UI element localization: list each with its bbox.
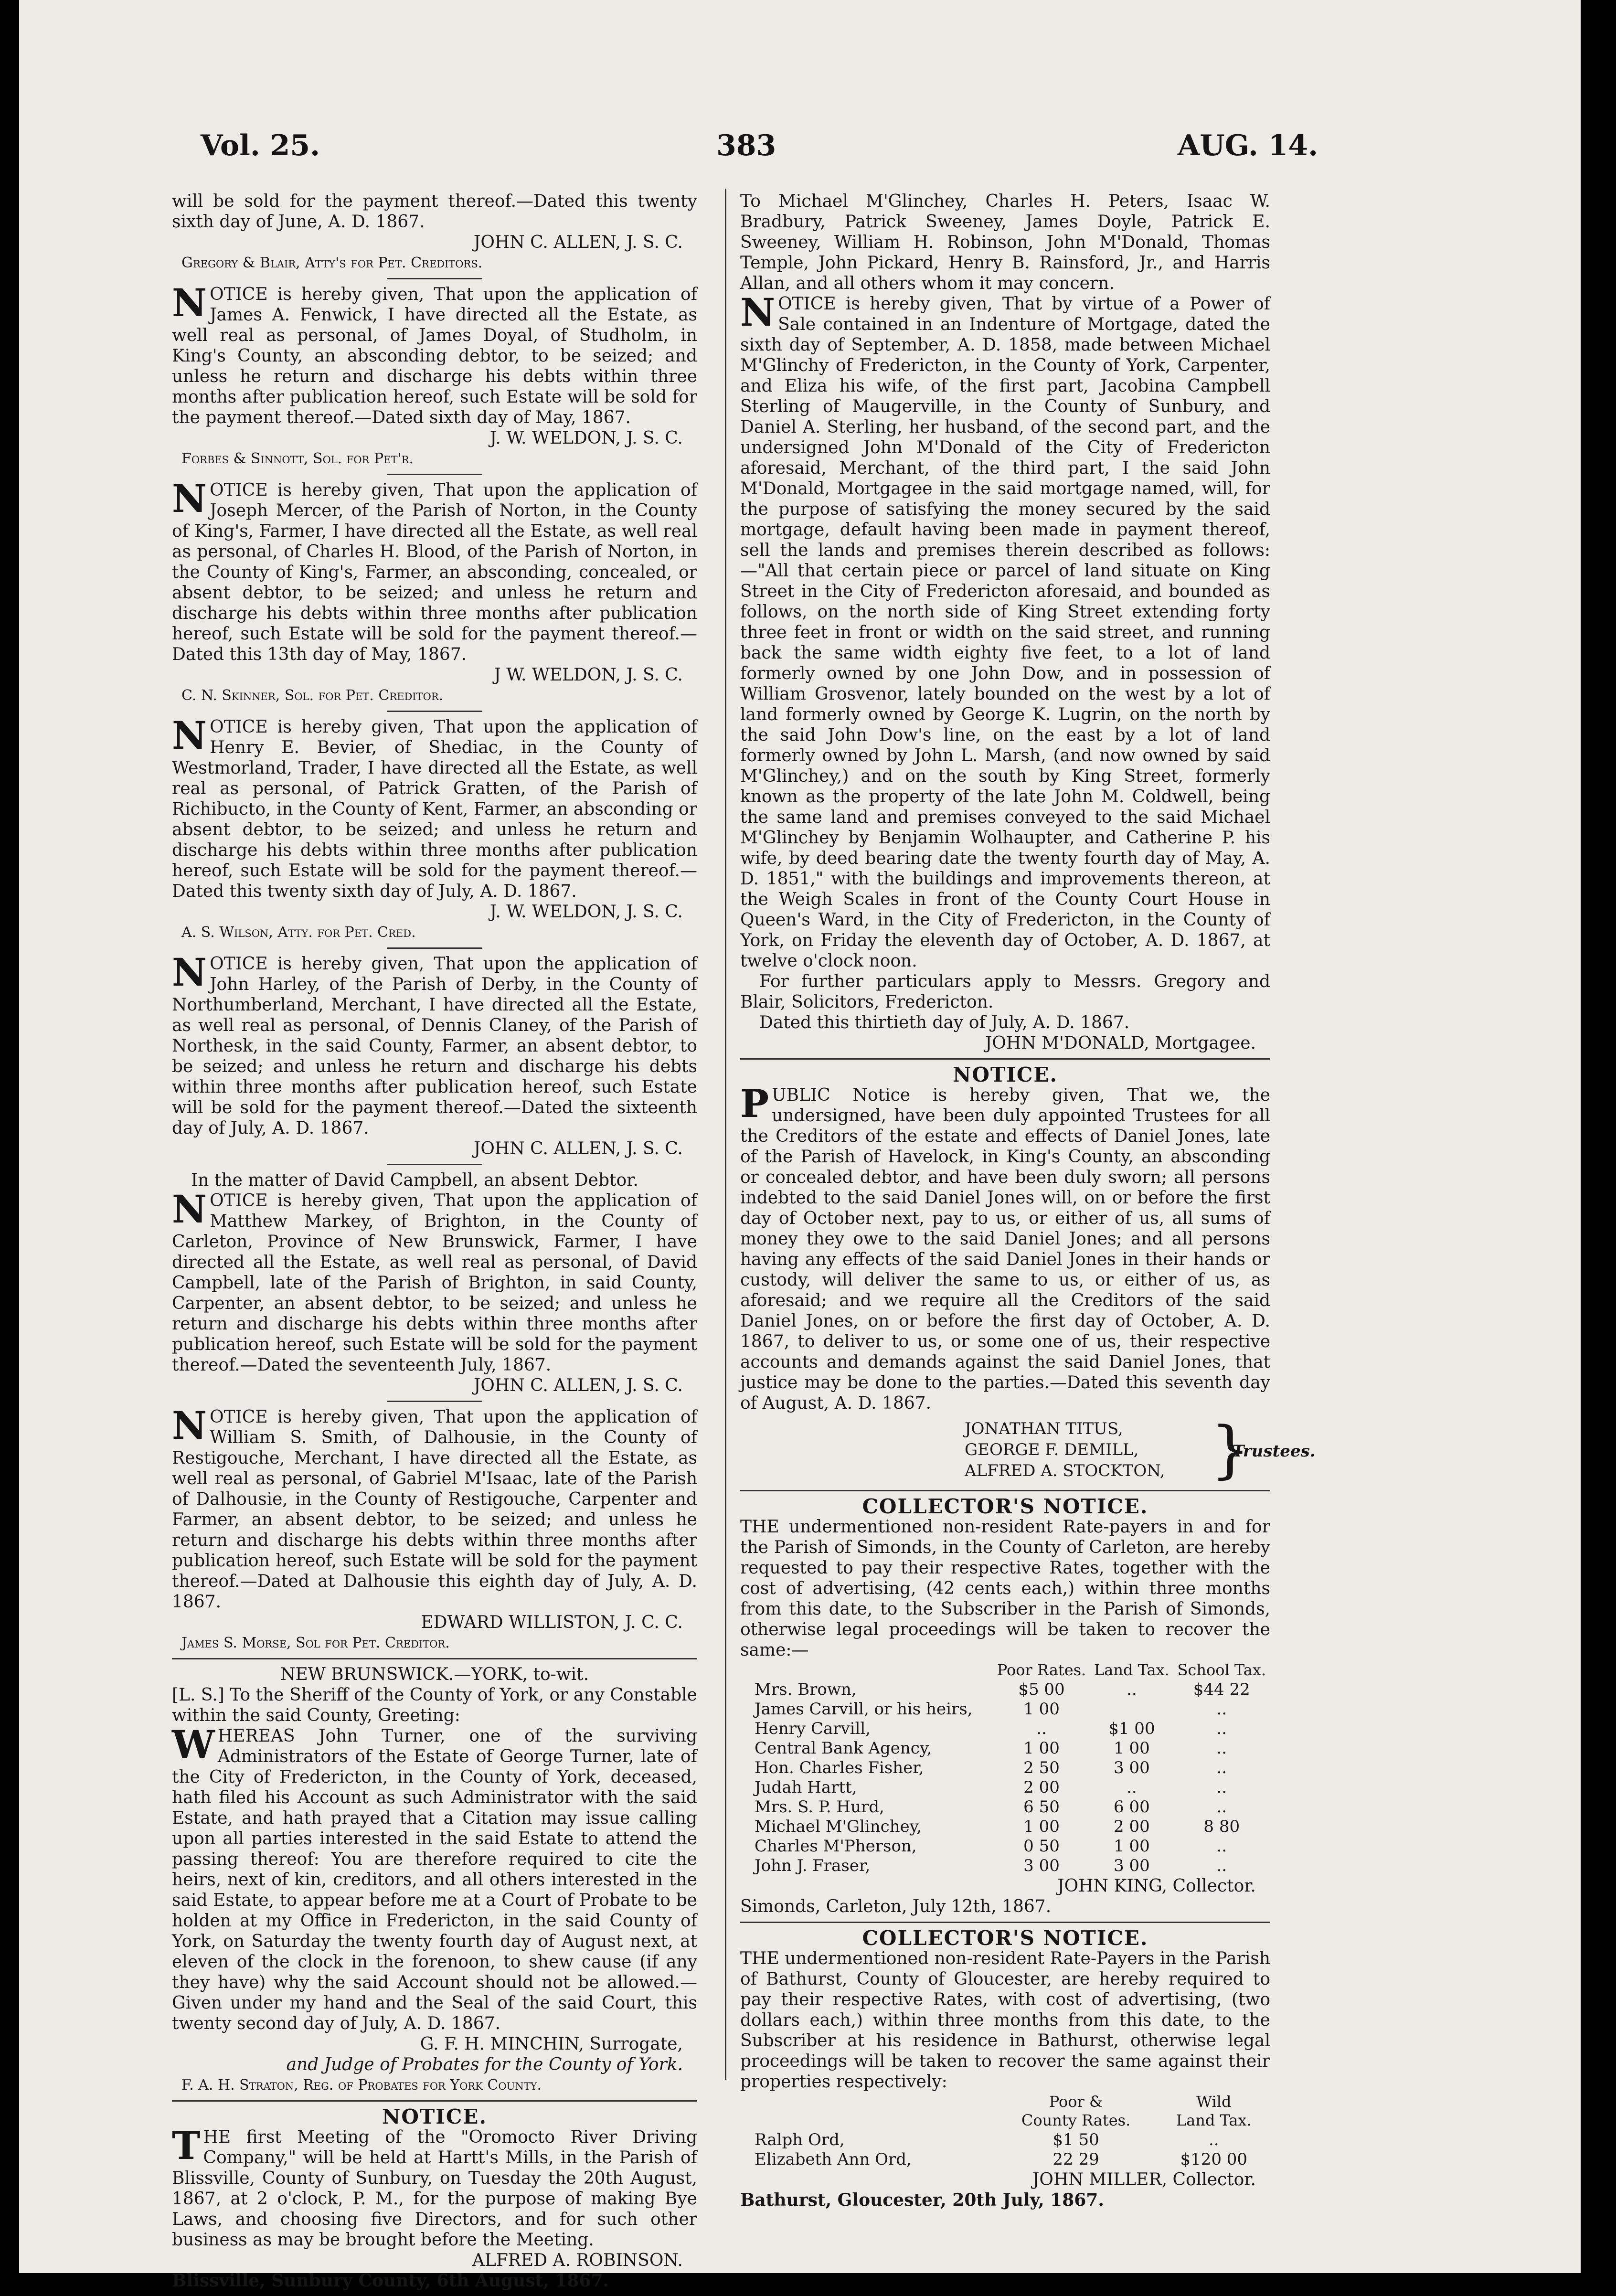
page-header	[201, 119, 1318, 172]
separator-rule	[387, 711, 482, 712]
ratepayer-name: Charles M'Pherson,	[755, 1837, 917, 1856]
separator-rule	[387, 1164, 482, 1165]
collector-notice-bathurst	[740, 1928, 1270, 2211]
trustees-notice	[740, 1063, 1316, 1486]
notice-heading: COLLECTOR'S NOTICE.	[862, 1495, 1148, 1518]
rate-value: 1 00	[1023, 1739, 1060, 1758]
separator-rule	[740, 1058, 1270, 1060]
column-header: Land Tax.	[1094, 1661, 1169, 1679]
column-divider	[725, 189, 726, 2080]
left-column	[172, 191, 697, 2296]
notice-date: Dated this thirtieth day of July, A. D. 1867.	[759, 1013, 1130, 1032]
probate-citation	[172, 1664, 697, 2095]
notice-text: OTICE is hereby given, That upon the application of William S. Smith, of Dalhousie, in the County of Restigouche, Merchant, I have directed all the Estate, as well real as personal, of Gabriel M'Isaac, late of the Parish of Dalhousie, in the County of Restigouche, Carpenter and Farmer, an absent debtor, to be seized; and unless he return and discharge his debts within three months after publication hereof, such Estate will be sold for the payment thereof.—Dated at Dalhousie this eighth day of July, A. D. 1867.	[172, 1407, 697, 1612]
matter-line: In the matter of David Campbell, an absent Debtor.	[191, 1170, 638, 1190]
ratepayer-name: Elizabeth Ann Ord,	[755, 2150, 912, 2169]
rate-value: ..	[1216, 1837, 1227, 1856]
rate-value: ..	[1208, 2130, 1219, 2149]
drop-cap: N	[172, 1403, 207, 1448]
rate-value: 1 00	[1114, 1837, 1150, 1856]
notice-text: HEREAS John Turner, one of the surviving Administrators of the Estate of George Turner, late of the City of Fredericton, in the County of York, deceased, hath filed his Account as such Administrator with the said Estate, and hath prayed that a Citation may issue calling upon all parties interested in the said Estate to attend the passing thereof: You are therefore required to cite the heirs, next of kin, creditors, and all others interested in the said Estate, to appear before me at a Court of Probate to be holden at my Office in Fredericton, in the said County of York, on Saturday the twenty fourth day of August next, at eleven of the clock in the forenoon, to shew cause (if any they have) why the said Account should not be allowed.—Given under my hand and the Seal of the said Court, this twenty second day of July, A. D. 1867.	[172, 1726, 697, 2033]
ratepayer-name: Central Bank Agency,	[755, 1739, 932, 1758]
notice-text: THE undermentioned non-resident Rate-payers in and for the Parish of Simonds, in the County of Carleton, are hereby requested to pay their respective Rates, together with the cost of advertising, (42 cents each,) within three months from this date, to the Subscriber in the Parish of Simonds, otherwise legal proceedings will be taken to recover the same:—	[740, 1517, 1270, 1660]
table-row	[740, 1778, 1270, 1797]
table-row	[740, 1817, 1270, 1837]
notice-text: OTICE is hereby given, That upon the application of Matthew Markey, of Brighton, in the County of Carleton, Province of New Brunswick, Farmer, I have directed all the Estate, as well real as personal, of David Campbell, late of the Parish of Brighton, in said County, Carpenter, an absent debtor, to be seized; and unless he return and discharge his debts within three months after publication hereof, such Estate will be sold for the payment thereof.—Dated the seventeenth July, 1867.	[172, 1191, 697, 1375]
rate-value: 1 00	[1023, 1700, 1060, 1719]
ratepayer-name: Mrs. S. P. Hurd,	[755, 1797, 884, 1817]
column-header: School Tax.	[1177, 1661, 1266, 1679]
meeting-notice	[172, 2106, 697, 2291]
ratepayer-name: Michael M'Glinchey,	[755, 1817, 922, 1836]
rate-value: 2 50	[1023, 1758, 1060, 1777]
notice-signature: J. W. WELDON, J. S. C.	[489, 428, 683, 448]
separator-rule	[740, 1490, 1270, 1491]
drop-cap: N	[172, 713, 207, 758]
rate-value: 1 00	[1023, 1817, 1060, 1836]
rate-value: ..	[1127, 1680, 1137, 1699]
separator-rule	[172, 2100, 697, 2102]
ratepayer-name: Henry Carvill,	[755, 1719, 871, 1738]
issue-date: AUG. 14.	[1177, 129, 1318, 162]
rates-table	[740, 1660, 1270, 1876]
ratepayer-name: James Carvill, or his heirs,	[755, 1700, 973, 1719]
rate-value: 22 29	[1053, 2150, 1099, 2169]
notice-text: OTICE is hereby given, That by virtue of a Power of Sale contained in an Indenture of Mortgage, dated the sixth day of September, A. D. 1858, made between Michael M'Glinchy of Fredericton, in the County of York, Carpenter, and Eliza his wife, of the first part, Jacobina Campbell Sterling of Maugerville, in the County of Sunbury, and Daniel A. Sterling, her husband, of the second part, and the undersigned John M'Donald of the City of Fredericton aforesaid, Merchant, of the third part, I the said John M'Donald, Mortgagee in the said mortgage named, will, for the purpose of satisfying the money secured by the said mortgage, default having been made in payment thereof, sell the lands and premises therein described as follows:—"All that certain piece or parcel of land situate on King Street in the City of Fredericton aforesaid, and bounded as follows, on the north side of King Street extending forty three feet in front or width on the said street, and running back the same width eighty five feet, to a lot of land formerly owned by one John Dow, and in possession of William Grosvenor, lately bounded on the west by a lot of land formerly owned by George K. Lugrin, on the north by the said John Dow's line, on the east by a lot of land formerly owned by John L. Marsh, (and now owned by said M'Glinchey,) and on the south by King Street, formerly known as the property of the late John M. Coldwell, being the same land and premises conveyed to the said Michael M'Glinchey by Benjamin Wolhaupter, and Catherine P. his wife, by deed bearing date the twenty fourth day of May, A. D. 1851," with the buildings and improvements thereon, at the Weigh Scales in front of the County Court House in Queen's Ward, in the City of Fredericton, in the County of York, on Friday the eleventh day of October, A. D. 1867, at twelve o'clock noon.	[740, 294, 1270, 971]
notice-signature: JOHN M'DONALD, Mortgagee.	[985, 1033, 1256, 1053]
ratepayer-name: John J. Fraser,	[755, 1856, 871, 1875]
notice-attorney: Gregory & Blair, Atty's for Pet. Creditors.	[181, 255, 483, 271]
table-row	[740, 1797, 1270, 1817]
notice-heading: COLLECTOR'S NOTICE.	[862, 1926, 1148, 1950]
signature-title: and Judge of Probates for the County of York.	[286, 2055, 683, 2074]
notice-attorney: A. S. Wilson, Atty. for Pet. Cred.	[181, 924, 416, 941]
rate-value: ..	[1216, 1856, 1227, 1875]
ratepayer-name: Mrs. Brown,	[755, 1680, 857, 1699]
notice-place-date: Simonds, Carleton, July 12th, 1867.	[740, 1897, 1052, 1916]
table-row	[740, 1856, 1270, 1876]
rate-value: 3 00	[1114, 1758, 1150, 1777]
drop-cap: T	[172, 2123, 201, 2168]
rate-value: ..	[1216, 1739, 1227, 1758]
table-row	[740, 1719, 1270, 1739]
rate-value: $5 00	[1018, 1680, 1065, 1699]
rate-value: $120 00	[1180, 2150, 1248, 2169]
table-row	[740, 1680, 1270, 1700]
insolvency-notice	[172, 950, 697, 1159]
rates-table	[740, 2092, 1270, 2169]
trustee-name: GEORGE F. DEMILL,	[965, 1440, 1139, 1459]
notice-signature: J W. WELDON, J. S. C.	[494, 665, 683, 685]
rate-value: ..	[1127, 1778, 1137, 1797]
notice-heading: NOTICE.	[382, 2105, 487, 2128]
mortgage-sale-notice	[740, 191, 1270, 1053]
notice-signature: JOHN C. ALLEN, J. S. C.	[473, 233, 683, 252]
rate-value: 6 00	[1114, 1797, 1150, 1817]
notice-signature: EDWARD WILLISTON, J. C. C.	[421, 1613, 683, 1632]
trustee-signatures	[740, 1413, 1316, 1486]
registrar-line: F. A. H. Straton, Reg. of Probates for York County.	[181, 2077, 542, 2094]
rate-value: ..	[1216, 1758, 1227, 1777]
table-row	[740, 1758, 1270, 1778]
notice-text: OTICE is hereby given, That upon the application of John Harley, of the Parish of Derby, in the County of Northumberland, Merchant, I have directed all the Estate, as well real as personal, of Dennis Claney, of the Parish of Northesk, in the said County, Farmer, an absent debtor, to be seized; and unless he return and discharge his debts within three months after publication hereof, such Estate will be sold for the payment thereof.—Dated the sixteenth day of July, A. D. 1867.	[172, 954, 697, 1138]
column-header: Poor & County Rates.	[1021, 2093, 1131, 2129]
citation-address: To the Sheriff of the County of York, or any Constable within the said County, Greeting:	[172, 1685, 697, 1725]
insolvency-notice	[172, 713, 697, 943]
separator-rule	[387, 1401, 482, 1402]
drop-cap: N	[172, 1187, 207, 1232]
drop-cap: N	[172, 280, 207, 325]
notice-text: OTICE is hereby given, That upon the application of James A. Fenwick, I have directed all the Estate, as well real as personal, of James Doyal, of Studholm, in King's County, an absconding debtor, to be seized; and unless he return and discharge his debts within three months after publication hereof, such Estate will be sold for the payment thereof.—Dated sixth day of May, 1867.	[172, 285, 697, 427]
addressees: To Michael M'Glinchey, Charles H. Peters, Isaac W. Bradbury, Patrick Sweeney, James Doyle, Patrick E. Sweeney, William H. Robinson, John M'Donald, Thomas Temple, John Pickard, Henry B. Rainsford, Jr., and Harris Allan, and all others whom it may concern.	[740, 191, 1270, 293]
volume-number: Vol. 25.	[201, 129, 320, 162]
notice-signature: JOHN KING, Collector.	[1057, 1876, 1256, 1896]
rate-value: ..	[1216, 1700, 1227, 1719]
notice-signature: ALFRED A. ROBINSON.	[472, 2251, 683, 2270]
insolvency-notice	[172, 476, 697, 706]
notice-attorney: C. N. Skinner, Sol. for Pet. Creditor.	[181, 687, 444, 704]
drop-cap: N	[172, 950, 207, 995]
notice-text: UBLIC Notice is hereby given, That we, the undersigned, have been duly appointed Trustees for all the Creditors of the estate and effects of Daniel Jones, late of the Parish of Havelock, in King's County, an absconding or concealed debtor, and have been duly sworn; all persons indebted to the said Daniel Jones will, on or before the first day of October next, pay to us, or either of us, all sums of money they owe to the said Daniel Jones; and all persons having any effects of the said Daniel Jones in their hands or custody, will deliver the same to us, or either of us, as aforesaid; and we require all the Creditors of the said Daniel Jones, on or before the first day of October, A. D. 1867, to deliver to us, or some one of us, their respective accounts and demands against the said Daniel Jones, that justice may be done to the parties.—Dated this seventh day of August, A. D. 1867.	[740, 1085, 1270, 1413]
separator-rule	[172, 1658, 697, 1659]
notice-attorney: James S. Morse, Sol for Pet. Creditor.	[181, 1635, 450, 1651]
rate-value: ..	[1216, 1719, 1227, 1738]
rate-value: 1 00	[1114, 1739, 1150, 1758]
notice-attorney: Forbes & Sinnott, Sol. for Pet'r.	[181, 450, 414, 467]
insolvency-notice	[172, 280, 697, 469]
notice-signature: JOHN C. ALLEN, J. S. C.	[473, 1376, 683, 1395]
right-column	[740, 191, 1316, 2215]
table-row	[740, 1739, 1270, 1758]
notice-text: will be sold for the payment thereof.—Dated this twenty sixth day of June, A. D. 1867.	[172, 191, 697, 232]
drop-cap: N	[172, 476, 207, 521]
rate-value: 0 50	[1023, 1837, 1060, 1856]
rate-value: $1 00	[1108, 1719, 1155, 1738]
page-number: 383	[716, 129, 776, 162]
trustees-label: Trustees.	[1232, 1442, 1316, 1461]
seal-mark: [L. S.]	[172, 1685, 224, 1705]
brace-glyph: }	[1211, 1413, 1250, 1486]
notice-signature: JOHN C. ALLEN, J. S. C.	[473, 1139, 683, 1159]
ratepayer-name: Ralph Ord,	[755, 2130, 845, 2149]
rate-value	[1090, 1700, 1173, 1719]
table-row	[740, 2150, 1270, 2169]
trustee-name: JONATHAN TITUS,	[965, 1419, 1123, 1438]
drop-cap: N	[740, 290, 776, 335]
notice-text: OTICE is hereby given, That upon the application of Joseph Mercer, of the Parish of Norton, in the County of King's, Farmer, I have directed all the Estate, as well real as personal, of Charles H. Blood, of the Parish of Norton, in the County of King's, Farmer, an absconding, concealed, or absent debtor, to be seized; and unless he return and discharge his debts within three months after publication hereof, such Estate will be sold for the payment thereof.—Dated this 13th day of May, 1867.	[172, 480, 697, 664]
rate-value: 3 00	[1114, 1856, 1150, 1875]
rate-value: $44 22	[1193, 1680, 1250, 1699]
table-row	[740, 1837, 1270, 1856]
separator-rule	[387, 947, 482, 949]
rate-value: ..	[1036, 1719, 1047, 1738]
notice-heading: NOTICE.	[953, 1063, 1058, 1086]
rate-value: 6 50	[1023, 1797, 1060, 1817]
table-row	[740, 2130, 1270, 2150]
trustee-name: ALFRED A. STOCKTON,	[965, 1461, 1165, 1480]
insolvency-notice	[172, 1170, 697, 1396]
rate-value: 3 00	[1023, 1856, 1060, 1875]
notice-place-date: Blissville, Sunbury County, 6th August, 1867.	[172, 2271, 609, 2291]
notice-text: THE undermentioned non-resident Rate-Payers in the Parish of Bathurst, County of Gloucester, are hereby required to pay their respective Rates, with cost of advertising, (two dollars each,) within three months from this date, to the Subscriber at his residence in Bathurst, otherwise legal proceedings will be taken to recover the same against their properties respectively:	[740, 1949, 1270, 2092]
drop-cap: W	[172, 1722, 215, 1767]
rate-value: 2 00	[1023, 1778, 1060, 1797]
column-header: Wild Land Tax.	[1176, 2093, 1252, 2129]
rate-value: $1 50	[1053, 2130, 1099, 2149]
notice-text: OTICE is hereby given, That upon the application of Henry E. Bevier, of Shediac, in the County of Westmorland, Trader, I have directed all the Estate, as well real as personal, of Patrick Gratten, of the Parish of Richibucto, in the County of Kent, Farmer, an absconding or absent debtor, to be seized; and unless he return and discharge his debts within three months after publication hereof, such Estate will be sold for the payment thereof.—Dated this twenty sixth day of July, A. D. 1867.	[172, 717, 697, 901]
citation-heading: NEW BRUNSWICK.—YORK, to-wit.	[280, 1665, 589, 1684]
notice-continued	[172, 191, 697, 273]
separator-rule	[740, 1922, 1270, 1923]
insolvency-notice	[172, 1403, 697, 1653]
table-row	[740, 1700, 1270, 1719]
trustee-names	[965, 1418, 1165, 1481]
rate-value: ..	[1216, 1797, 1227, 1817]
further-particulars: For further particulars apply to Messrs. Gregory and Blair, Solicitors, Fredericton.	[740, 972, 1270, 1012]
notice-signature: G. F. H. MINCHIN, Surrogate,	[420, 2034, 683, 2054]
notice-place-date: Bathurst, Gloucester, 20th July, 1867.	[740, 2190, 1104, 2210]
column-header: Poor Rates.	[997, 1661, 1086, 1679]
separator-rule	[387, 278, 482, 279]
ratepayer-name: Hon. Charles Fisher,	[755, 1758, 924, 1777]
newspaper-page	[19, 0, 1581, 2291]
drop-cap: P	[740, 1081, 769, 1126]
rate-value: 8 80	[1203, 1817, 1240, 1836]
notice-signature: J. W. WELDON, J. S. C.	[489, 902, 683, 922]
ratepayer-name: Judah Hartt,	[755, 1778, 857, 1797]
notice-signature: JOHN MILLER, Collector.	[1032, 2170, 1256, 2190]
rate-value: ..	[1216, 1778, 1227, 1797]
separator-rule	[387, 474, 482, 475]
collector-notice-simonds	[740, 1496, 1270, 1917]
notice-text: HE first Meeting of the "Oromocto River Driving Company," will be held at Hartt's Mills, in the Parish of Blissville, County of Sunbury, on Tuesday the 20th August, 1867, at 2 o'clock, P. M., for the purpose of making Bye Laws, and choosing five Directors, and for such other business as may be brought before the Meeting.	[172, 2127, 697, 2250]
rate-value: 2 00	[1114, 1817, 1150, 1836]
